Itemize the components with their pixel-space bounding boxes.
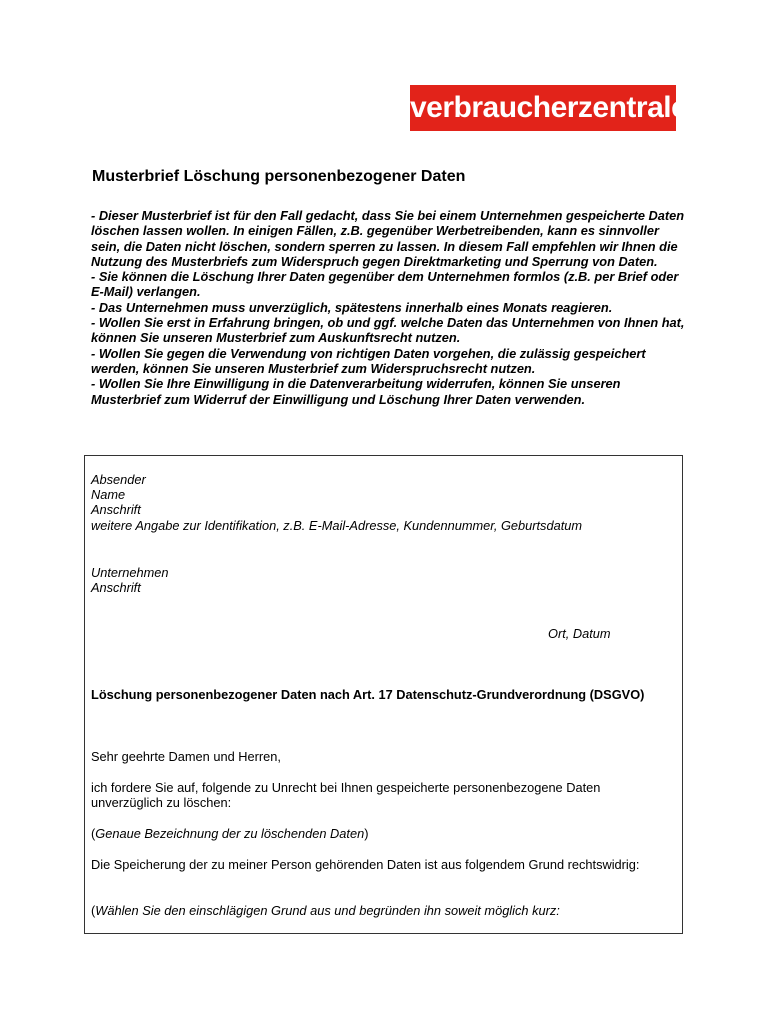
sender-address: Anschrift [91,502,141,517]
paren-open: ( [91,903,96,918]
place-date: Ort, Datum [548,626,611,641]
deletion-request: ich fordere Sie auf, folgende zu Unrecht bei Ihnen gespeicherte personenbezogene Daten unverzüglich zu löschen: [91,780,601,811]
sender-name: Name [91,487,126,502]
intro-note: - Wollen Sie Ihre Einwilligung in die Datenverarbeitung widerrufen, können Sie unseren Musterbrief zum Widerruf der Einwilligung und Löschung Ihrer Daten verwenden. [91,376,621,407]
sender-heading: Absender [91,472,146,487]
recipient-company: Unternehmen [91,565,169,580]
data-placeholder [91,826,368,841]
intro-note: - Wollen Sie gegen die Verwendung von richtigen Daten vorgehen, die zulässig gespeichert werden, können Sie unseren Musterbrief zum Widerspruchsrecht nutzen. [91,345,646,376]
paren-close: ) [364,826,369,841]
letter-subject: Löschung personenbezogener Daten nach Art. 17 Datenschutz-Grundverordnung (DSGVO) [91,687,645,702]
paren-open: ( [91,826,96,841]
intro-notes [91,208,691,407]
letter-template-box [84,455,683,934]
verbraucherzentrale-logo: verbraucherzentrale [410,85,676,131]
salutation: Sehr geehrte Damen und Herren, [91,749,281,764]
reason-placeholder [91,903,560,918]
intro-note: - Das Unternehmen muss unverzüglich, spätestens innerhalb eines Monats reagieren. [91,299,613,315]
intro-note: - Dieser Musterbrief ist für den Fall gedacht, dass Sie bei einem Unternehmen gespeicherte Daten löschen lassen wollen. In einigen Fällen, z.B. gegenüber Werbetreibenden, kann es sinnvoller sein, die Daten nicht löschen, sondern sperren zu lassen. In diesem Fall empfehlen wir Ihnen die Nutzung des Musterbriefs zum Widerspruch gegen Direktmarketing und Sperrung von Daten. [91,208,685,269]
reason-placeholder-text: Wählen Sie den einschlägigen Grund aus und begründen ihn soweit möglich kurz: [95,903,560,918]
reason-intro: Die Speicherung der zu meiner Person gehörenden Daten ist aus folgendem Grund rechtswidrig: [91,857,640,872]
intro-note: - Wollen Sie erst in Erfahrung bringen, ob und ggf. welche Daten das Unternehmen von Ihnen hat, können Sie unseren Musterbrief zum Auskunftsrecht nutzen. [91,315,685,346]
page-title: Musterbrief Löschung personenbezogener Daten [92,168,466,185]
sender-extra-info: weitere Angabe zur Identifikation, z.B. E-Mail-Adresse, Kundennummer, Geburtsdatum [91,518,583,533]
data-placeholder-text: Genaue Bezeichnung der zu löschenden Daten [95,826,365,841]
intro-note: - Sie können die Löschung Ihrer Daten gegenüber dem Unternehmen formlos (z.B. per Brief oder E-Mail) verlangen. [91,269,679,300]
recipient-address: Anschrift [91,580,141,595]
